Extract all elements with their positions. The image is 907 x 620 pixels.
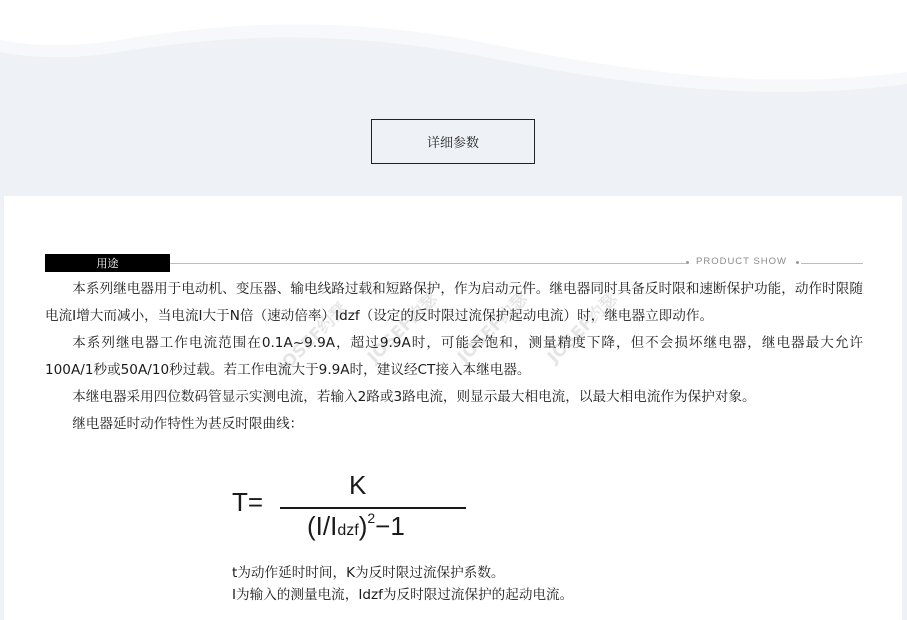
note-t: t为动作延时时间，K为反时限过流保护系数。 <box>232 565 505 581</box>
watermark-3: JOSEF约瑟 <box>453 289 532 368</box>
section-tag: 用途 <box>45 254 170 272</box>
detail-params-button[interactable]: 详细参数 <box>371 119 535 164</box>
wave-decoration <box>0 0 907 196</box>
formula-denominator: (I/Idzf)$^2$−1 <box>307 510 405 541</box>
description-text <box>45 276 863 438</box>
formula-lhs: T= <box>232 487 264 517</box>
note-i: I为输入的测量电流，Idzf为反时限过流保护的起动电流。 <box>232 587 574 603</box>
paragraph-usage: 本系列继电器用于电动机、变压器、输电线路过载和短路保护，作为启动元件。继电器同时具备反时限和速断保护功能，动作时限随电流I增大而减小，当电流I大于N倍（速动倍率）Idzf（设定的反时限过流保护起动电流）时，继电器立即动作。 <box>45 281 863 324</box>
section-header <box>45 254 863 272</box>
content-card <box>4 196 902 620</box>
header-rule-right <box>801 263 863 264</box>
formula-notes <box>232 562 832 606</box>
inverse-time-formula <box>232 470 472 546</box>
formula-fraction-bar <box>280 507 466 509</box>
section-subtitle: PRODUCT SHOW <box>696 256 787 267</box>
header-dot-left <box>686 261 689 264</box>
watermark-2: JOSEF约瑟 <box>363 289 442 368</box>
watermark-4: JOSEF约瑟 <box>543 289 622 368</box>
paragraph-current-range: 本系列继电器工作电流范围在0.1A~9.9A，超过9.9A时，可能会饱和，测量精度下降，但不会损坏继电器，继电器最大允许100A/1秒或50A/10秒过载。若工作电流大于9.9A时，建议经CT接入本继电器。 <box>45 335 863 378</box>
hero-banner <box>0 0 907 196</box>
paragraph-curve-intro: 继电器延时动作特性为甚反时限曲线： <box>72 416 304 432</box>
paragraph-display: 本继电器采用四位数码管显示实测电流，若输入2路或3路电流，则显示最大相电流，以最大相电流作为保护对象。 <box>72 389 756 405</box>
watermark-1: JOSEF约瑟 <box>273 299 352 378</box>
header-dot-right <box>796 261 799 264</box>
formula-numerator: K <box>349 470 367 500</box>
header-rule-left <box>170 263 686 264</box>
